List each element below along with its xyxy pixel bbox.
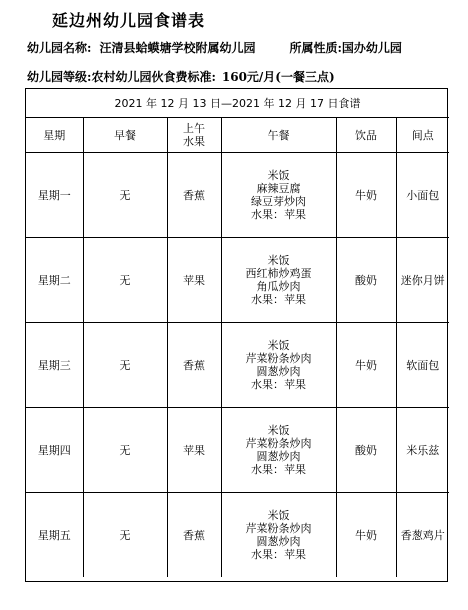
day-cell: 星期四 — [26, 408, 83, 493]
fruit-cell: 香蕉 — [167, 323, 221, 408]
lunch-item: 水果：苹果 — [251, 548, 306, 561]
lunch-item: 芹菜粉条炒肉 — [245, 352, 312, 365]
fruit-cell: 苹果 — [167, 408, 221, 493]
snack-cell: 小面包 — [396, 153, 449, 238]
breakfast-cell: 无 — [83, 493, 167, 578]
lunch-cell — [221, 323, 336, 408]
fruit-cell: 苹果 — [167, 238, 221, 323]
breakfast-cell: 无 — [83, 408, 167, 493]
lunch-item: 角瓜炒肉 — [256, 280, 301, 293]
lunch-item: 水果：苹果 — [251, 463, 306, 476]
table-row — [26, 493, 449, 578]
property-label: 所属性质: — [289, 41, 342, 55]
lunch-item: 圆葱炒肉 — [256, 535, 301, 548]
menu-table-frame — [25, 88, 448, 582]
header-day: 星期 — [26, 118, 83, 153]
header-lunch: 午餐 — [221, 118, 336, 153]
lunch-item: 米饭 — [267, 339, 290, 352]
drink-cell: 酸奶 — [336, 408, 396, 493]
snack-cell: 米乐兹 — [396, 408, 449, 493]
header-drink: 饮品 — [336, 118, 396, 153]
snack-cell: 香葱鸡片 — [396, 493, 449, 578]
lunch-cell — [221, 408, 336, 493]
lunch-cell — [221, 238, 336, 323]
table-row — [26, 408, 449, 493]
lunch-item: 米饭 — [267, 509, 290, 522]
drink-cell: 酸奶 — [336, 238, 396, 323]
breakfast-cell: 无 — [83, 323, 167, 408]
day-cell: 星期二 — [26, 238, 83, 323]
day-cell: 星期五 — [26, 493, 83, 578]
lunch-item: 芹菜粉条炒肉 — [245, 522, 312, 535]
document-title: 延边州幼儿园食谱表 — [52, 11, 206, 30]
kindergarten-name-value: 汪清县蛤蟆塘学校附属幼儿园 — [99, 41, 256, 55]
property-value: 国办幼儿园 — [341, 41, 402, 55]
lunch-item: 绿豆芽炒肉 — [251, 195, 306, 208]
header-fruit-line2: 水果 — [183, 135, 205, 148]
kindergarten-level-line — [27, 68, 335, 85]
level-label: 幼儿园等级: — [27, 70, 92, 84]
lunch-item: 米饭 — [267, 169, 290, 182]
table-row — [26, 238, 449, 323]
breakfast-cell: 无 — [83, 238, 167, 323]
lunch-item: 米饭 — [267, 424, 290, 437]
fee-value: 160元/月(一餐三点) — [221, 70, 335, 84]
lunch-item: 西红柿炒鸡蛋 — [245, 267, 312, 280]
header-morning-fruit — [167, 118, 221, 153]
drink-cell: 牛奶 — [336, 153, 396, 238]
lunch-item: 圆葱炒肉 — [256, 450, 301, 463]
table-row — [26, 153, 449, 238]
menu-caption: 2021 年 12 月 13 日—2021 年 12 月 17 日食谱 — [26, 89, 449, 118]
lunch-item: 水果：苹果 — [251, 293, 306, 306]
day-cell: 星期三 — [26, 323, 83, 408]
lunch-item: 麻辣豆腐 — [256, 182, 301, 195]
level-value: 农村幼儿园伙食费标准: — [91, 70, 216, 84]
lunch-item: 米饭 — [267, 254, 290, 267]
lunch-item: 水果：苹果 — [251, 208, 306, 221]
kindergarten-name-label: 幼儿园名称: — [27, 41, 92, 55]
snack-cell: 迷你月饼 — [396, 238, 449, 323]
lunch-item: 圆葱炒肉 — [256, 365, 301, 378]
snack-cell: 软面包 — [396, 323, 449, 408]
day-cell: 星期一 — [26, 153, 83, 238]
lunch-cell — [221, 153, 336, 238]
drink-cell: 牛奶 — [336, 323, 396, 408]
lunch-item: 水果：苹果 — [251, 378, 306, 391]
table-row — [26, 323, 449, 408]
header-snack: 间点 — [396, 118, 449, 153]
header-breakfast: 早餐 — [83, 118, 167, 153]
menu-table — [26, 89, 449, 577]
fruit-cell: 香蕉 — [167, 493, 221, 578]
lunch-item: 芹菜粉条炒肉 — [245, 437, 312, 450]
lunch-cell — [221, 493, 336, 578]
drink-cell: 牛奶 — [336, 493, 396, 578]
fruit-cell: 香蕉 — [167, 153, 221, 238]
breakfast-cell: 无 — [83, 153, 167, 238]
header-fruit-line1: 上午 — [183, 122, 205, 135]
header-row — [26, 118, 449, 153]
kindergarten-info-line — [27, 39, 402, 56]
